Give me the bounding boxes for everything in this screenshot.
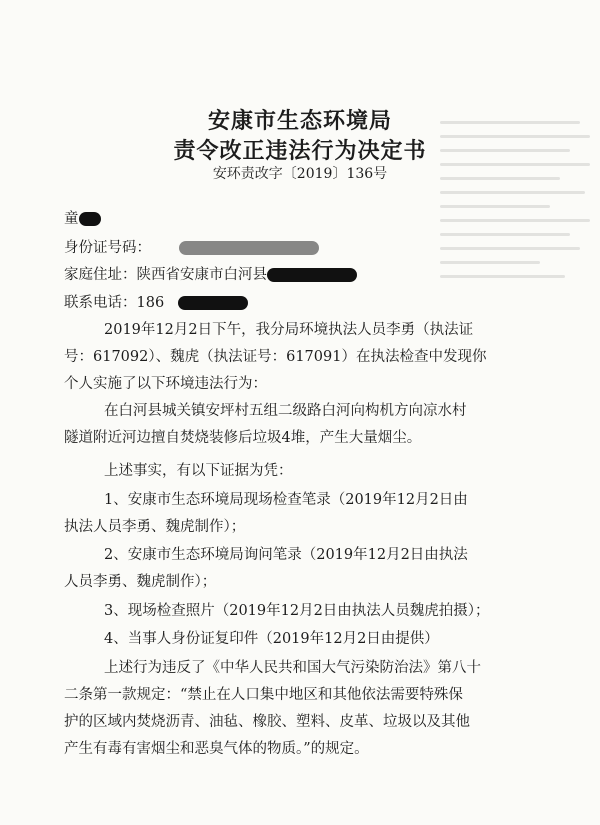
party-name-line [64,207,554,228]
document-number: 安环责改字〔2019〕136号 [212,166,388,182]
body-line: 号：617092）、魏虎（执法证号：617091）在执法检查中发现你 [64,349,487,365]
body-line: 执法人员李勇、魏虎制作）； [64,519,246,535]
body-line: 3、现场检查照片（2019年12月2日由执法人员魏虎拍摄）； [104,603,490,619]
document-title-line2: 责令改正违法行为决定书 [173,138,427,164]
body-line: 隧道附近河边擅自焚烧装修后垃圾4堆，产生大量烟尘。 [64,430,422,446]
body-line: 2019年12月2日下午，我分局环境执法人员李勇（执法证 [104,322,474,338]
redaction-mark [178,296,248,310]
party-id-label: 身份证号码： [64,240,151,256]
body-line: 个人实施了以下环境违法行为： [64,376,267,392]
party-phone-label: 联系电话：186 [64,295,165,311]
party-address-line [64,263,554,284]
body-line: 产生有毒有害烟尘和恶臭气体的物质。”的规定。 [64,741,369,757]
body-line: 二条第一款规定：“禁止在人口集中地区和其他依法需要特殊保 [64,687,463,703]
body-line: 人员李勇、魏虎制作）； [64,574,217,590]
body-line: 在白河县城关镇安坪村五组二级路白河向构机方向凉水村 [104,403,467,419]
body-line: 2、安康市生态环境局询问笔录（2019年12月2日由执法 [104,547,468,563]
party-phone-line [64,291,554,312]
redaction-mark [179,241,319,255]
body-line: 上述行为违反了《中华人民共和国大气污染防治法》第八十 [104,660,481,676]
party-name-label: 童 [64,211,79,227]
body-line: 护的区域内焚烧沥青、油毡、橡胶、塑料、皮革、垃圾以及其他 [64,714,470,730]
redaction-mark [79,212,101,226]
party-id-line [64,236,554,257]
body-line: 1、安康市生态环境局现场检查笔录（2019年12月2日由 [104,492,468,508]
party-address-label: 家庭住址：陕西省安康市白河县 [64,267,267,283]
body-line: 4、当事人身份证复印件（2019年12月2日由提供） [104,631,439,647]
body-line: 上述事实，有以下证据为凭： [104,463,293,479]
redaction-mark [267,268,357,282]
document-title-line1: 安康市生态环境局 [207,108,392,134]
